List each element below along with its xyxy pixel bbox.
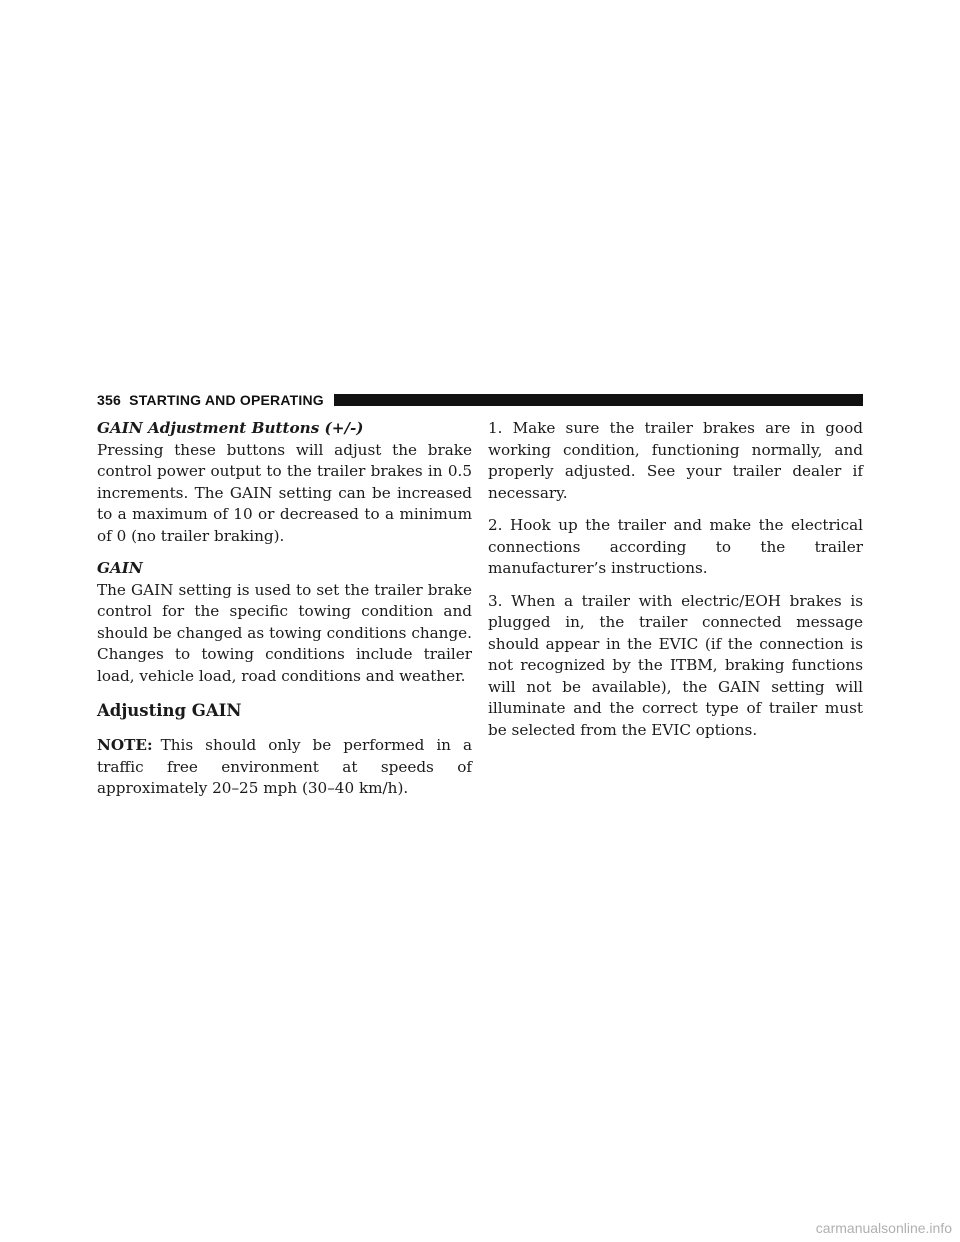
note-text: This should only be performed in a traffic free environment at speeds of approximately 20–25 mph (30–40 km/h). bbox=[97, 736, 472, 797]
gain-text: The GAIN setting is used to set the trailer brake control for the specific towing condition and should be changed as towing conditions change. Changes to towing conditions include trailer load, vehicle load, road conditions and weather. bbox=[97, 580, 472, 685]
section-title: STARTING AND OPERATING bbox=[129, 392, 324, 408]
right-column bbox=[488, 418, 863, 741]
page-number: 356 bbox=[97, 392, 121, 408]
step-1: 1. Make sure the trailer brakes are in good working condition, functioning normally, and properly adjusted. See your trailer dealer if necessary. bbox=[488, 419, 863, 502]
step-2: 2. Hook up the trailer and make the electrical connections according to the trailer manufacturer’s instructions. bbox=[488, 516, 863, 577]
gain-adjustment-heading: GAIN Adjustment Buttons (+/-) bbox=[97, 419, 364, 437]
watermark: carmanualsonline.info bbox=[815, 1220, 952, 1236]
left-column bbox=[97, 418, 472, 800]
gain-adjustment-text: Pressing these buttons will adjust the brake control power output to the trailer brakes in 0.5 increments. The GAIN setting can be increased to a maximum of 10 or decreased to a minimum of 0 (no trailer braking). bbox=[97, 440, 472, 545]
header-rule bbox=[334, 394, 863, 406]
step-3: 3. When a trailer with electric/EOH brakes is plugged in, the trailer connected message should appear in the EVIC (if the connection is not recognized by the ITBM, braking functions will not be available), the GAIN setting will illuminate and the correct type of trailer must be selected from the EVIC options. bbox=[488, 591, 863, 739]
adjusting-gain-heading: Adjusting GAIN bbox=[97, 701, 242, 720]
gain-heading: GAIN bbox=[97, 559, 143, 577]
note-paragraph bbox=[97, 735, 472, 800]
page-header-text bbox=[97, 392, 334, 408]
note-label: NOTE: bbox=[97, 736, 153, 754]
page-header bbox=[97, 392, 863, 408]
